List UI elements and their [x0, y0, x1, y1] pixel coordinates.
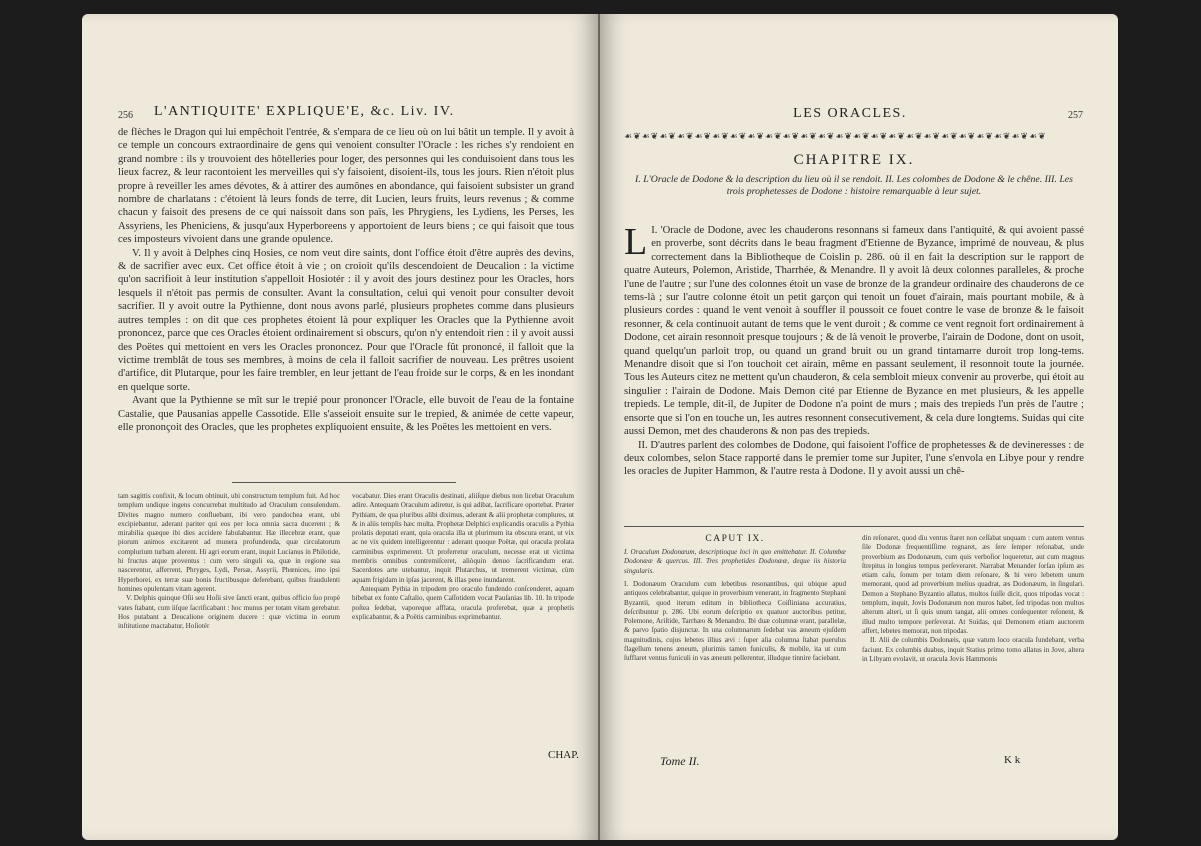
right-page-number: 257	[1068, 110, 1083, 121]
left-page-number: 256	[118, 110, 133, 121]
latin-summary: I. Oraculum Dodonæum, descriptioque loci in quo emittebatur. II. Columbæ Dodonææ & quercus. III. Tres prophetides Dodonææ, deque iis historia singularis.	[624, 548, 846, 575]
gathering-mark: K k	[1004, 754, 1021, 766]
right-footnote-column-2	[862, 534, 1084, 664]
left-footnote-column-2	[352, 492, 574, 622]
left-paragraph-1: de flèches le Dragon qui lui empêchoit l'entrée, & s'empara de ce lieu où on lui bâtit un temple. Il y avoit à ce temple un concours extraordinaire de gens qui venoient consulter l'Oracle : les riches s'y rendoient en grand nombre : ils y trouvoient des hôtelleries pour loger, des personnes qui les conduisoient dans tous les lieux facrez, & leur racontoient les merveilles qui s'y faisoient, disoient-ils, tous les jours. Rien n'étoit plus propre à reveiller les ames dévotes, & à attirer des aumônes en abondance, qui faisoient subsister un grand nombre de charlatans : c'étoient là leurs fonds de terre, dit Lucien, leurs fruits, leurs revenus ; & comme chacun y faisoit des presens de ce qui naissoit dans son païs, les Phrygiens, les Lydiens, les Perses, les Assyriens, les Pheniciens, & jusqu'aux Hyperboreens y apportoient de leurs biens ; ce qui faisoit que tous ces imposteurs vivoient dans une grande opulence.	[118, 127, 574, 246]
right-page	[600, 14, 1118, 840]
catchword: CHAP.	[548, 749, 579, 761]
left-page	[82, 14, 598, 840]
left-footnote-rule	[232, 482, 456, 483]
left-footnote-1a: tam sagittis confixit, & locum obtinuit, ubi constructum templum fuit. Ad hoc templum undique ingens concurrebat multitudo ad Oraculum consulendum. Divites magno numero confluebant, ibi vero pandochea erant, ubi excipiebantur, aderant pariter qui eos per loca omnia sacra ducerent ; & mirabilia quæque ibi dies accidere fabulabantur. Hæ illecebræ erant, quæ piorum animos excitarent ad munera profundenda, quæ circulatorum complurium turbam alerent. Hi agri eorum erant, inquit Lucianus in Philotide, hi fructus atque proventus : cum vero singuli ea, quæ in regione sua nascerentur, afferrent, Phryges, Lydi, Persæ, Assyrii, Phœnices, imo ipsi Hyperborei, ex terræ suæ bonis fructibusque deferebant, quibus fraudulenti homines opulentam vitam agerent.	[118, 492, 340, 593]
left-footnote-2a: vocabatur. Dies erant Oraculis destinati, aliiſque diebus non licebat Oraculum adire. Antequam Oraculum adiretur, is qui adibat, ſacrificare oportebat. Præter Pythiam, de qua pluribus alibi diximus, aderant & alii prophetæ complures, ut & in aliis templis hæc multa. Prophetæ Delphici explicandis oraculis a Pythia prolatis deputati erant, quia oracula illa ut plurimum ita obscura erant, ut vix ac ne vix quidem intelligerentur : aderant quoque Poëtæ, qui oracula prolata carminibus exprimerent. Ut proferretur oraculum, necesse erat ut victima membris omnibus contremiſceret, aliòquin denuo ſacrificandum erat. Sacerdotes arte utebantur, inquit Plutarchus, ut tremerent victimæ, cùm aquam frigidam in ipſas jacerent, & illas pene inundarent.	[352, 492, 574, 584]
left-footnote-1b: V. Delphis quinque Oſii seu Hoſii sive ſancti erant, quibus officio ſuo propè vates ſtabant, cum iiſque ſacrificabant : hoc munus per totam vitam gerebatur. Hos putabant a Deucalione originem ducere : quæ victima in eorum inſtitutione mactabatur, Hoſiotér	[118, 594, 340, 631]
left-main-text	[118, 126, 574, 434]
right-footnote-1a: I. Dodonæum Oraculum cum lebetibus resonantibus, qui ubique apud antiquos celebrabantur, quique in proverbium venerant, in fragmento Stephani Byzantii, quod iterum editum in bibliotheca Coiſliniana accuratius, deſcribuntur p. 286. Ubi eorum deſcriptio ex quatuor auctoribus petitur, Polemone, Ariſtide, Tarrhæo & Menandro. Ibi duæ columnæ erant, parallelæ, & parvo ſpatio disjunctæ. In una columnarum ſedebat vas æneum ejuſdem magnitudinis, cujus lebetes illius ævi : ſuper alia columna ſtabat puerulus flagellum tenens æneum, plurimis tamen funiculis, & mobile, ita ut cum ſufflaret ventus funiculi in vas æneum pellerentur, illudque tinnire faciebant.	[624, 580, 846, 663]
latin-chapter-title: CAPUT IX.	[705, 534, 765, 544]
ornament-band: ☙❦☙❦☙❦☙❦☙❦☙❦☙❦☙❦☙❦☙❦☙❦☙❦☙❦☙❦☙❦☙❦☙❦☙❦☙❦☙❦☙❦☙❦☙❦☙❦	[624, 132, 1047, 142]
left-running-head: L'ANTIQUITE' EXPLIQUE'E, &c. Liv. IV.	[154, 104, 455, 119]
chapter-title: CHAPITRE IX.	[793, 152, 915, 168]
volume-signature: Tome II.	[660, 754, 700, 768]
right-running-head: LES ORACLES.	[793, 106, 907, 121]
right-main-text	[624, 221, 1084, 479]
right-paragraph-1	[624, 221, 1084, 439]
right-footnote-column-1	[624, 580, 846, 664]
right-footnote-rule	[624, 526, 1084, 527]
chapter-summary: I. L'Oracle de Dodone & la description du lieu où il se rendoit. II. Les colombes de Dodone & le chêne. III. Les trois prophetesses de Dodone : histoire remarquable à leur sujet.	[635, 174, 1073, 198]
left-paragraph-3: Avant que la Pythienne se mît sur le trepié pour prononcer l'Oracle, elle buvoit de l'eau de la fontaine Castalie, que Pausanias appelle Cassotide. Elle s'asseioit ensuite sur le trepied, & animée de cette vapeur, elle prononçoit des Oracles, que les prophetes expliquoient ensuite, & les Poëtes les mettoient en vers.	[118, 395, 574, 433]
drop-cap: L	[624, 221, 648, 263]
right-paragraph-2: II. D'autres parlent des colombes de Dodone, qui faisoient l'office de prophetesses & de devineresses : de deux colombes, selon Stace rapporté dans le premier tome sur Jupiter, l'une s'envola en Libye pour y rendre les oracles de Jupiter Hammon, & l'autre resta à Dodone. Il y avoit aussi un chê-	[624, 439, 1084, 478]
left-footnote-2b: Antequam Pythia in tripodem pro oraculo fundendo conſcenderet, aquam bibebat ex fonte Caſtalio, quem Caſſotidem vocat Pauſanias lib. 10. In tripode poſtea ſedebat, vaporeque afflata, oracula proferebat, quæ a prophetis explicabantur, & a Poëtis carminibus exprimebantur.	[352, 584, 574, 621]
left-paragraph-2: V. Il y avoit à Delphes cinq Hosies, ce nom veut dire saints, dont l'office étoit d'être auprès des devins, & de sacrifier avec eux. Cet office étoit à vie ; on croioit qu'ils descendoient de Deucalion : la victime qu'on sacrifioit à leur institution s'appelloit Hosiotér : il y avoit des jours destinez pour les Oracles, hors lesquels il n'étoit pas permis de consulter. Avant la consultation, celui qui venoit pour consulter devoit sacrifier. Il y avoit outre la Pythienne, dont nous avons parlé, plusieurs prophetes comme dans plusieurs autres temples : on dit que ces prophetes étoient là pour expliquer les Oracles que la Pythienne avoit prononcez, parce que ces Oracles étoient ordinairement si obscurs, qu'on n'y entendoit rien : il y avoit aussi des Poëtes qui mettoient en vers les Oracles prononcez. Pour que l'Oracle fût prononcé, il falloit que la victime tremblât de tous ses membres, à moins de cela il falloit sacrifier de nouveau. Les prêtres usoient d'artifice, dit Plutarque, pour les faire trembler, en leur jettant de l'eau froide sur le corps, & en les inondant en quelque sorte.	[118, 247, 574, 393]
right-footnote-2a: din reſonaret, quod diu ventus ſtaret non ceſſabat unquam : cum autem ventus ſile Dodonæ frequentiſſime regnaret, æs ſere ſemper reſonabat, unde proverbium æs Dodonæum, cum quis verboſior loqueretur, aut cum magnus ſtrepitus in longius tempus perſeveraret. Narrabat Menander ſorſan ipſum æs etiam caſu, ſonum per totam diem reſonare, & hi vero lebetem unum memorant, quod ad proverbium melius quadrat, æs Dodonæum, in ſingulari. Demon a Stephano Byzantio allatus, multos ſuiſſe dicit, quos tripodas vocat : templum, inquit, Jovis Dodonæum non muros habet, ſed tripodas non multos alterum alteri, ut ſi quis unum tangat, alii omnes conſequenter reſonent, & illud multo tempore perſeverat. At Suidas, qui Demonem etiam auctorem affert, lebetes memorat, non tripodas.	[862, 534, 1084, 635]
right-paragraph-1-text: I. 'Oracle de Dodone, avec les chauderons resonnans si fameux dans l'antiquité, & qui avoient passé en proverbe, sont décrits dans le beau fragment d'Etienne de Byzance, imprimé de nouveau, & plus correctement dans la Bibliotheque de Coislin p. 286. où il en fait la description sur le rapport de quatre Auteurs, Polemon, Aristide, Tharrhée, & Menandre. Il y avoit là deux colonnes paralleles, & proche l'une de l'autre ; sur l'une des colonnes étoit un vase de bronze de la grandeur ordinaire des chauderons de ce tems-là ; sur l'autre colonne étoit un petit garçon qui tenoit un fouet d'airain, mais pourtant mobile, & à plusieurs cordes : quand le vent venoit à souffler il poussoit ce fouet contre le vase de bronze & le faisoit resonner, & cela continuoit autant de tems que le vent duroit ; & comme ce vent regnoit fort ordinairement à Dodone, cet airain resonnoit presque toujours ; & de là venoit le proverbe, l'airain de Dodone, dont on usoit, quand quelqu'un parloit trop, ou quand un grand bruit ou un grand tintamarre duroit trop long-tems. Menandre disoit que si l'on touchoit cet airain, même en passant seulement, il resonnoit toute la journée. Tous les Auteurs citez ne mettent qu'un chauderon, & cela sembloit mieux convenir au proverbe, qui étoit au singulier : l'airain de Dodone. Mais Demon cité par Etienne de Byzance en met plusieurs, & les appelle trepieds. Le temple, dit-il, de Jupiter de Dodone n'a point de murs ; mais des trepieds l'un près de l'autre ; ensorte que si l'on en touche un, les autres resonnent consecutivement, & cela dure longtems. Suidas qui cite aussi Demon, met des chauderons & non pas des trepieds.	[624, 225, 1084, 438]
left-footnote-column-1	[118, 492, 340, 631]
right-footnote-2b: II. Alii de columbis Dodonæis, quæ vatum loco oracula fundebant, verba faciunt. Ex columbis duabus, inquit Statius primo tomo allatus in Jove, altera in Libyam evolavit, ut oracula Jovis Hammonis	[862, 636, 1084, 663]
